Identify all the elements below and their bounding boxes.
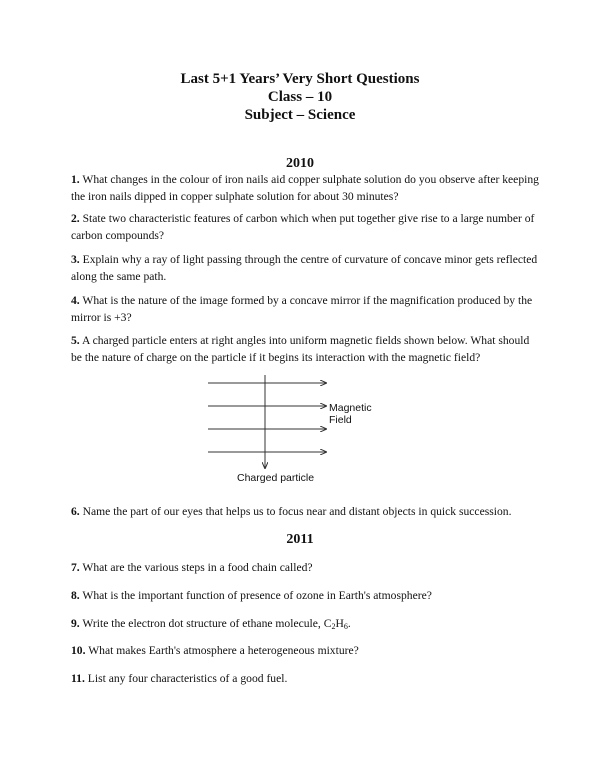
question-text: What is the nature of the image formed by a concave mirror if the magnification produced by the mirror is +3? [71,294,533,324]
question-number: 5. [71,334,80,347]
question-text: List any four characteristics of a good fuel. [87,672,288,685]
year-heading-2010: 2010 [286,156,314,171]
magnetic-field-diagram [200,375,390,490]
document-title: Last 5+1 Years’ Very Short Questions [180,71,420,87]
question-text: A charged particle enters at right angles into uniform magnetic fields shown below. What should be the nature of charge on the particle if it begins its interaction with the magnetic field? [71,334,530,364]
question-5 [71,332,541,366]
question-number: 9. [71,617,80,630]
question-number: 10. [71,644,86,657]
question-number: 4. [71,294,80,307]
question-text: What is the important function of presence of ozone in Earth's atmosphere? [82,589,432,602]
question-text: What changes in the colour of iron nails aid copper sulphate solution do you observe after keeping the iron nails dipped in copper sulphate solution for about 30 minutes? [71,173,539,203]
question-10 [71,642,541,659]
question-number: 8. [71,589,80,602]
question-7 [71,559,541,576]
question-2 [71,210,541,244]
question-8 [71,587,541,604]
question-number: 6. [71,505,80,518]
question-text: What makes Earth's atmosphere a heterogeneous mixture? [88,644,359,657]
question-9 [71,615,541,632]
question-6 [71,503,541,520]
question-number: 7. [71,561,80,574]
question-4 [71,292,541,326]
magnetic-field-label: Magnetic Field [329,402,372,426]
charged-particle-label: Charged particle [237,472,315,484]
class-line: Class – 10 [267,89,333,105]
question-1 [71,171,541,205]
question-3 [71,251,541,285]
question-number: 1. [71,173,80,186]
question-text: What are the various steps in a food chain called? [82,561,313,574]
question-text: State two characteristic features of carbon which when put together give rise to a large number of carbon compounds? [71,212,535,242]
document-header [0,70,600,124]
question-text: Write the electron dot structure of ethane molecule, $C_2H_6$. [82,617,351,631]
question-text: Explain why a ray of light passing through the centre of curvature of concave minor gets reflected along the same path. [71,253,538,283]
question-number: 3. [71,253,80,266]
question-number: 2. [71,212,80,225]
question-number: 11. [71,672,85,685]
subject-line: Subject – Science [244,107,356,123]
question-text: Name the part of our eyes that helps us to focus near and distant objects in quick succession. [82,505,512,518]
year-heading-2011: 2011 [286,532,314,547]
question-11 [71,670,541,687]
